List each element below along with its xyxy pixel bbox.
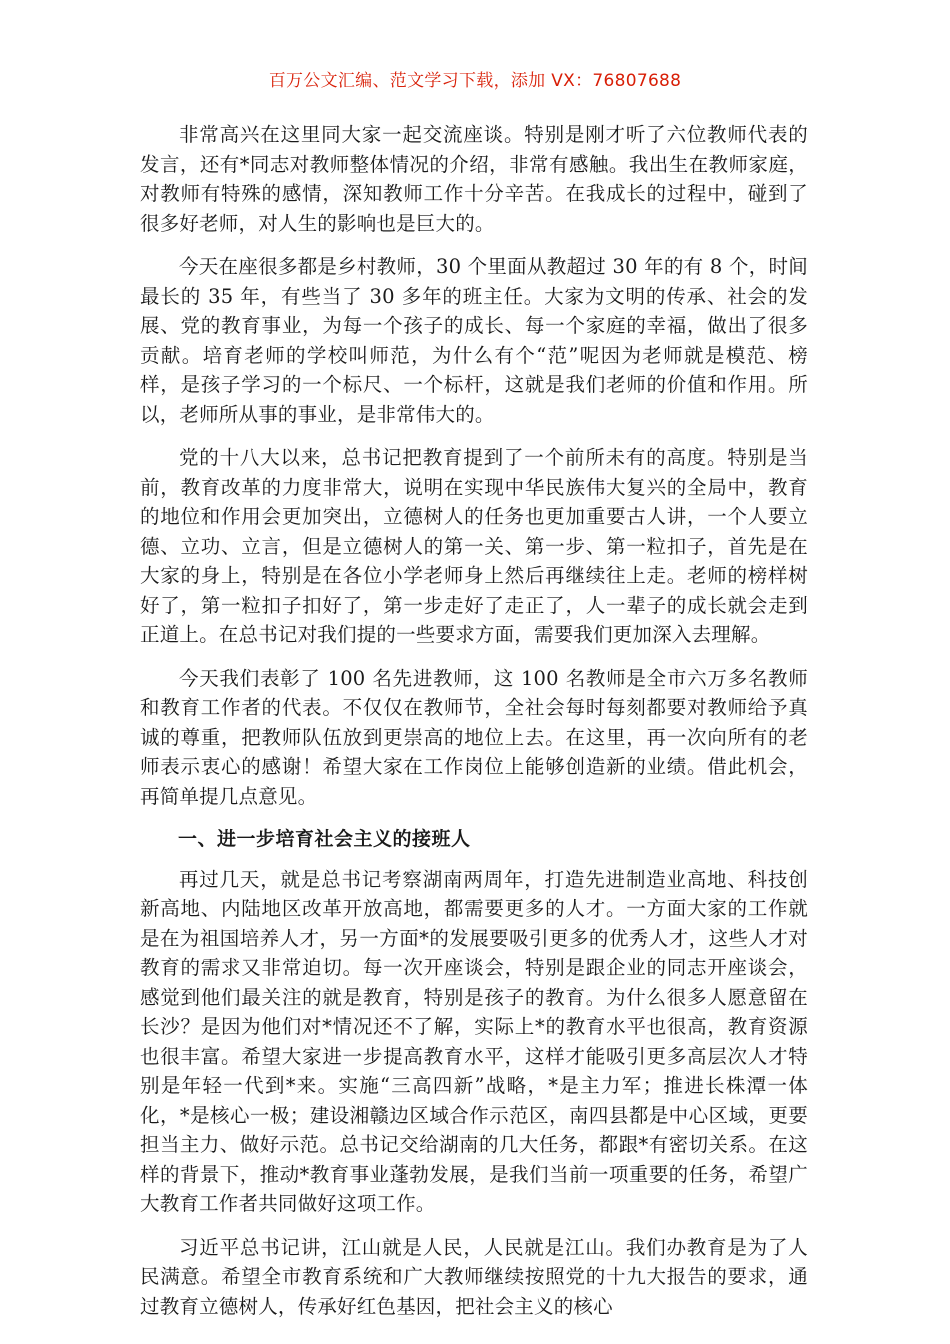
paragraph: 再过几天，就是总书记考察湖南两周年，打造先进制造业高地、科技创新高地、内陆地区改革开放高地，都需要更多的人才。一方面大家的工作就是在为祖国培养人才，另一方面*的发展要吸引更多的优秀人才，这些人才对教育的需求又非常迫切。每一次开座谈会，特别是跟企业的同志开座谈会，感觉到他们最关注的就是教育，特别是孩子的教育。为什么很多人愿意留在长沙？是因为他们对*情况还不了解，实际上*的教育水平也很高，教育资源也很丰富。希望大家进一步提高教育水平，这样才能吸引更多高层次人才特别是年轻一代到*来。实施“三高四新”战略，*是主力军；推进长株潭一体化，*是核心一极；建设湘赣边区域合作示范区，南四县都是中心区域，更要担当主力、做好示范。总书记交给湖南的几大任务，都跟*有密切关系。在这样的背景下，推动*教育事业蓬勃发展，是我们当前一项重要的任务，希望广大教育工作者共同做好这项工作。 [140,867,808,1215]
section-heading: 一、进一步培育社会主义的接班人 [178,828,471,850]
paragraph: 非常高兴在这里同大家一起交流座谈。特别是刚才听了六位教师代表的发言，还有*同志对教师整体情况的介绍，非常有感触。我出生在教师家庭，对教师有特殊的感情，深知教师工作十分辛苦。在我成长的过程中，碰到了很多好老师，对人生的影响也是巨大的。 [140,123,808,235]
paragraph: 今天在座很多都是乡村教师，30 个里面从教超过 30 年的有 8 个，时间最长的 35 年，有些当了 30 多年的班主任。大家为文明的传承、社会的发展、党的教育事业，为每一个孩子的成长、每一个家庭的幸福，做出了很多贡献。培育老师的学校叫师范，为什么有个“范”呢因为老师就是模范、榜样，是孩子学习的一个标尺、一个标杆，这就是我们老师的价值和作用。所以，老师所从事的事业，是非常伟大的。 [140,255,808,426]
document-body [140,120,808,1335]
paragraph: 党的十八大以来，总书记把教育提到了一个前所未有的高度。特别是当前，教育改革的力度非常大，说明在实现中华民族伟大复兴的全局中，教育的地位和作用会更加突出，立德树人的任务也更加重要古人讲，一个人要立德、立功、立言，但是立德树人的第一关、第一步、第一粒扣子，首先是在大家的身上，特别是在各位小学老师身上然后再继续往上走。老师的榜样树好了，第一粒扣子扣好了，第一步走好了走正了，人一辈子的成长就会走到正道上。在总书记对我们提的一些要求方面，需要我们更加深入去理解。 [140,446,808,646]
paragraph: 今天我们表彰了 100 名先进教师，这 100 名教师是全市六万多名教师和教育工作者的代表。不仅仅在教师节，全社会每时每刻都要对教师给予真诚的尊重，把教师队伍放到更崇高的地位上去。在这里，再一次向所有的老师表示衷心的感谢！希望大家在工作岗位上能够创造新的业绩。借此机会，再简单提几点意见。 [140,666,808,808]
watermark-header: 百万公文汇编、范文学习下载，添加 VX：76807688 [268,71,682,91]
paragraph: 习近平总书记讲，江山就是人民，人民就是江山。我们办教育是为了人民满意。希望全市教育系统和广大教师继续按照党的十九大报告的要求，通过教育立德树人，传承好红色基因，把社会主义的核心 [140,1235,808,1318]
